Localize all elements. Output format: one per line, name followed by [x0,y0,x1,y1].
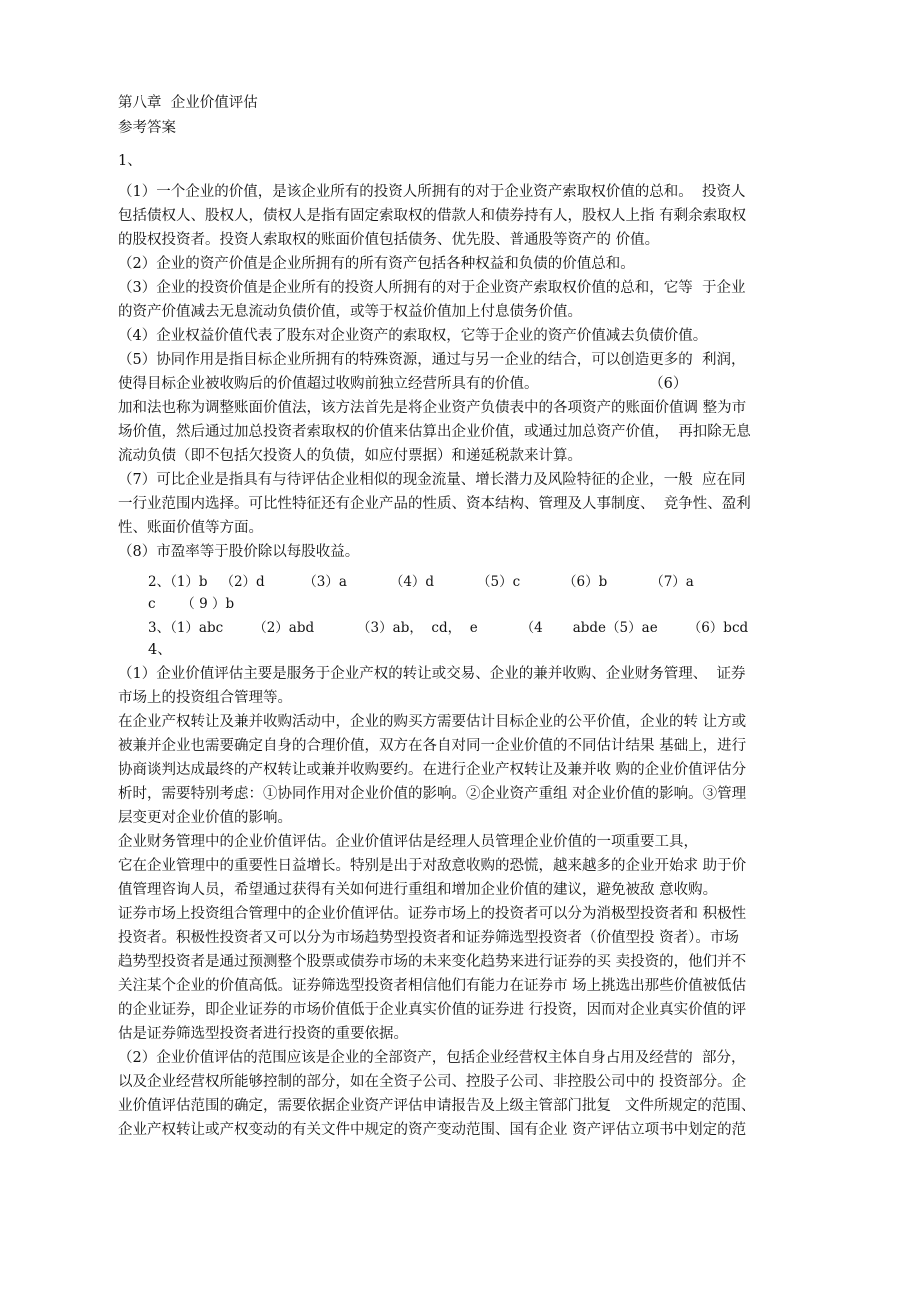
s1-p6-line: 流动负债（即不包括欠投资人的负债，如应付票据）和递延税款来计算。 [118,448,582,464]
s4-p4-line: 投资者。积极性投资者又可以分为市场趋势型投资者和证券筛选型投资者（价值型投 资者）。市场 [118,930,739,946]
s1-p7-line: （7）可比企业是指具有与待评估企业相似的现金流量、增长潜力及风险特征的企业，一般 应在同 [118,472,746,488]
s4-p1-line: 市场上的投资组合管理等。 [118,690,292,706]
s4-p5-line: 企业产权转让或产权变动的有关文件中规定的资产变动范围、国有企业 资产评估立项书中划定的范 [118,1122,747,1138]
s1-p4-line: （4）企业权益价值代表了股东对企业资产的索取权，它等于企业的资产价值减去负债价值。 [118,328,708,344]
s1-p6-line: 场价值，然后通过加总投资者索取权的价值来估算出企业价值，或通过加总资产价值， 再扣除无息 [118,424,751,440]
section-4-label: 4、 [148,642,172,658]
subtitle: 参考答案 [118,120,176,136]
s1-p6-line: 加和法也称为调整账面价值法，该方法首先是将企业资产负债表中的各项资产的账面价值调 整为市 [118,400,747,416]
s4-p2-line: 层变更对企业价值的影响。 [118,810,292,826]
s1-p2-line: （2）企业的资产价值是企业所拥有的所有资产包括各种权益和负债的价值总和。 [118,256,635,272]
s2-answers-line: 2、（1）b （2）d （3）a （4）d （5）c （6）b （7）a [148,574,694,590]
s4-p5-line: 业价值评估范围的确定，需要依据企业资产评估申请报告及上级主管部门批复 文件所规定的范围、 [118,1098,756,1114]
s4-p4-line: 估是证券筛选型投资者进行投资的重要依据。 [118,1026,408,1042]
s1-p7-line: 性、账面价值等方面。 [118,520,263,536]
s2-answers-line: c （ 9 ）b [148,596,235,612]
s4-p3-line: 它在企业管理中的重要性日益增长。特别是出于对敌意收购的恐慌，越来越多的企业开始求 助于价 [118,858,747,874]
s3-answers-line: 3、（1）abc （2）abd （3）ab， cd， e （4 abde（5）ae （6）bcd [148,620,749,636]
s1-p1-line: （1）一个企业的价值，是该企业所有的投资人所拥有的对于企业资产索取权价值的总和。 投资人 [118,184,746,200]
s1-p8-line: （8）市盈率等于股价除以每股收益。 [118,544,360,560]
s4-p4-line: 趋势型投资者是通过预测整个股票或债券市场的未来变化趋势来进行证券的买 卖投资的，他们并不 [118,954,747,970]
s1-p3-line: 的资产价值减去无息流动负债价值，或等于权益价值加上付息债务价值。 [118,304,582,320]
s4-p2-line: 被兼并企业也需要确定自身的合理价值，双方在各自对同一企业价值的不同估计结果 基础上，进行 [118,738,747,754]
section-1-label: 1、 [118,153,142,169]
s4-p2-line: 协商谈判达成最终的产权转让或兼并收购要约。在进行企业产权转让及兼并收 购的企业价值评估分 [118,762,747,778]
s4-p3-line: 企业财务管理中的企业价值评估。企业价值评估是经理人员管理企业价值的一项重要工具， [118,834,698,850]
s4-p5-line: 以及企业经营权所能够控制的部分，如在全资子公司、控股子公司、非控股公司中的 投资部分。企 [118,1074,747,1090]
s4-p4-line: 关注某个企业的价值高低。证券筛选型投资者相信他们有能力在证券市 场上挑选出那些价值被低估 [118,978,747,994]
s1-p1-line: 的股权投资者。投资人索取权的账面价值包括债务、优先股、普通股等资产的 价值。 [118,232,660,248]
s4-p2-line: 析时，需要特别考虑：①协同作用对企业价值的影响。②企业资产重组 对企业价值的影响。③管理 [118,786,747,802]
s4-p4-line: 的企业证券，即企业证券的市场价值低于企业真实价值的证券进 行投资，因而对企业真实价值的评 [118,1002,747,1018]
s1-p1-line: 包括债权人、股权人，债权人是指有固定索取权的借款人和债券持有人，股权人上指 有剩余索取权 [118,208,747,224]
s1-p3-line: （3）企业的投资价值是企业所有的投资人所拥有的对于企业资产索取权价值的总和，它等 于企业 [118,280,746,296]
s1-p5-line: （5）协同作用是指目标企业所拥有的特殊资源，通过与另一企业的结合，可以创造更多的 利润， [118,352,746,368]
s4-p3-line: 值管理咨询人员，希望通过获得有关如何进行重组和增加企业价值的建议，避免被敌 意收购。 [118,882,718,898]
s4-p2-line: 在企业产权转让及兼并收购活动中，企业的购买方需要估计目标企业的公平价值，企业的转 让方或 [118,714,747,730]
s4-p5-line: （2）企业价值评估的范围应该是企业的全部资产，包括企业经营权主体自身占用及经营的 部分， [118,1050,746,1066]
s4-p1-line: （1）企业价值评估主要是服务于企业产权的转让或交易、企业的兼并收购、企业财务管理、 证券 [118,666,746,682]
s4-p4-line: 证券市场上投资组合管理中的企业价值评估。证券市场上的投资者可以分为消极型投资者和 积极性 [118,906,747,922]
s1-p5-line: 使得目标企业被收购后的价值超过收购前独立经营所具有的价值。 （6） [118,376,688,392]
chapter-title: 第八章 企业价值评估 [118,95,258,111]
s1-p7-line: 一行业范围内选择。可比性特征还有企业产品的性质、资本结构、管理及人事制度、 竞争性、盈利 [118,496,751,512]
